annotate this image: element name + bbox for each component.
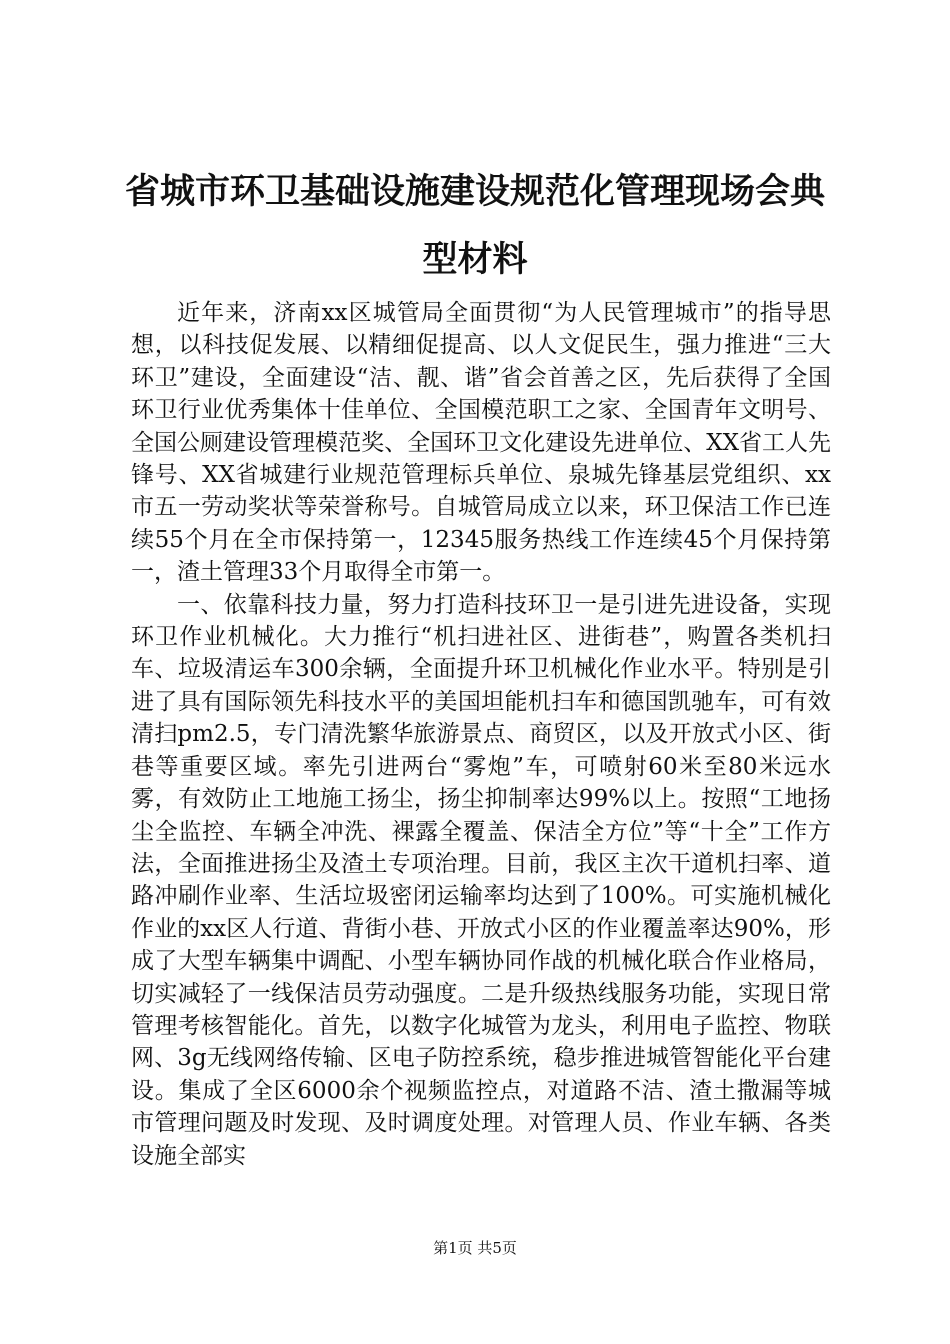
paragraph-section-one: 一、依靠科技力量，努力打造科技环卫一是引进先进设备，实现环卫作业机械化。大力推行“机扫进社区、进街巷”，购置各类机扫车、垃圾清运车300余辆，全面提升环卫机械化作业水平。特别是引进了具有国际领先科技水平的美国坦能机扫车和德国凯驰车，可有效清扫pm2.5，专门清洗繁华旅游景点、商贸区，以及开放式小区、街巷等重要区域。率先引进两台“雾炮”车，可喷射60米至80米远水雾，有效防止工地施工扬尘，扬尘抑制率达99%以上。按照“工地扬尘全监控、车辆全冲洗、裸露全覆盖、保洁全方位”等“十全”工作方法，全面推进扬尘及渣土专项治理。目前，我区主次干道机扫率、道路冲刷作业率、生活垃圾密闭运输率均达到了100%。可实施机械化作业的xx区人行道、背街小巷、开放式小区的作业覆盖率达90%，形成了大型车辆集中调配、小型车辆协同作战的机械化联合作业格局，切实减轻了一线保洁员劳动强度。二是升级热线服务功能，实现日常管理考核智能化。首先，以数字化城管为龙头，利用电子监控、物联网、3g无线网络传输、区电子防控系统，稳步推进城管智能化平台建设。集成了全区6000余个视频监控点，对道路不洁、渣土撒漏等城市管理问题及时发现、及时调度处理。对管理人员、作业车辆、各类设施全部实: [131, 591, 831, 1169]
document-body: [131, 297, 831, 1172]
paragraph-intro: 近年来，济南xx区城管局全面贯彻“为人民管理城市”的指导思想，以科技促发展、以精细促提高、以人文促民生，强力推进“三大环卫”建设，全面建设“洁、靓、谐”省会首善之区，先后获得了全国环卫行业优秀集体十佳单位、全国模范职工之家、全国青年文明号、全国公厕建设管理模范奖、全国环卫文化建设先进单位、XX省工人先锋号、XX省城建行业规范管理标兵单位、泉城先锋基层党组织、xx市五一劳动奖状等荣誉称号。自城管局成立以来，环卫保洁工作已连续55个月在全市保持第一，12345服务热线工作连续45个月保持第一，渣土管理33个月取得全市第一。: [131, 300, 831, 586]
page-footer: 第1页 共5页: [433, 1239, 517, 1257]
document-title: 省城市环卫基础设施建设规范化管理现场会典型材料: [124, 172, 825, 280]
